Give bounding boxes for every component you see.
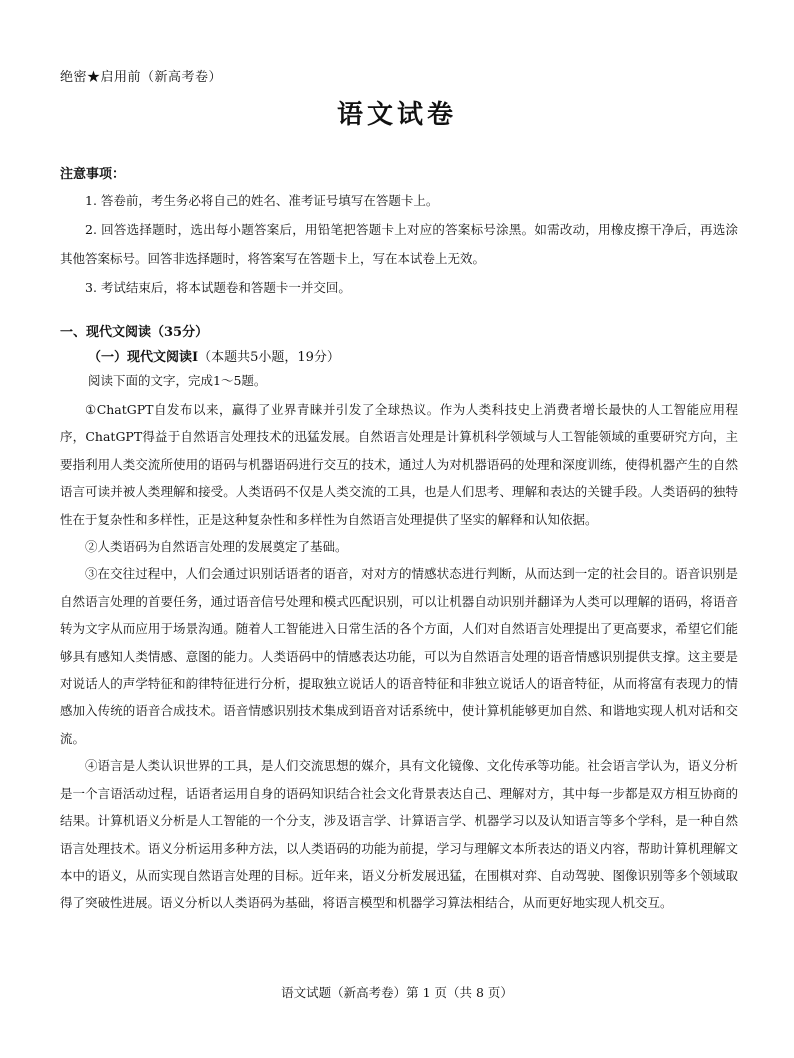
reading-instruction: 阅读下面的文字，完成1～5题。 (88, 373, 267, 388)
notice-heading: 注意事项： (60, 167, 126, 182)
notice-item: 1. 答卷前，考生务必将自己的姓名、准考证号填写在答题卡上。 (85, 193, 439, 208)
reading-passage (60, 396, 738, 917)
page-title: 语文试卷 (336, 100, 457, 130)
passage-paragraph: ④语言是人类认识世界的工具，是人们交流思想的媒介，具有文化镜像、文化传承等功能。社会语言学认为，语义分析是一个言语活动过程，话语者运用自身的语码知识结合社会文化背景表达自己、理解对方，其中每一步都是双方相互协商的结果。计算机语义分析是人工智能的一个分支，涉及语言学、计算语言学、机器学习以及认知语言等多个学科，是一种自然语言处理技术。语义分析运用多种方法，以人类语码的功能为前提，学习与理解文本所表达的语义内容，帮助计算机理解文本中的语义，从而实现自然语言处理的目标。近年来，语义分析发展迅猛，在围棋对弈、自动驾驶、图像识别等多个领域取得了突破性进展。语义分析以人类语码为基础，将语言模型和机器学习算法相结合，从而更好地实现人机交互。 (60, 758, 738, 911)
page-footer: 语文试题（新高考卷）第 1 页（共 8 页） (281, 985, 513, 1000)
section-heading: 一、现代文阅读（35分） (60, 325, 209, 340)
passage-paragraph: ②人类语码为自然语言处理的发展奠定了基础。 (85, 539, 348, 555)
passage-paragraph: ③在交往过程中，人们会通过识别话语者的语音，对对方的情感状态进行判断，从而达到一定的社会目的。语音识别是自然语言处理的首要任务，通过语音信号处理和模式匹配识别，可以让机器自动识别并翻译为人类可以理解的语码，将语音转为文字从而应用于场景沟通。随着人工智能进入日常生活的各个方面，人们对自然语言处理提出了更高要求，希望它们能够具有感知人类情感、意图的能力。人类语码中的情感表达功能，可以为自然语言处理的语音情感识别提供支撑。这主要是对说话人的声学特征和韵律特征进行分析，提取独立说话人的语音特征和非独立说话人的语音特征，从而将富有表现力的情感加入传统的语音合成技术。语音情感识别技术集成到语音对话系统中，使计算机能够更加自然、和谐地实现人机对话和交流。 (60, 566, 738, 746)
sub-section-title: （一）现代文阅读Ⅰ (88, 350, 199, 365)
secret-label: 绝密★启用前（新高考卷） (60, 70, 223, 85)
sub-section-info: （本题共5小题，19分） (198, 350, 340, 365)
notice-list (60, 186, 738, 302)
notice-item: 3. 考试结束后，将本试题卷和答题卡一并交回。 (85, 280, 351, 295)
sub-section-heading (88, 346, 340, 365)
passage-paragraph: ①ChatGPT自发布以来，赢得了业界青睐并引发了全球热议。作为人类科技史上消费者增长最快的人工智能应用程序，ChatGPT得益于自然语言处理技术的迅猛发展。自然语言处理是计算机科学领域与人工智能领域的重要研究方向，主要指利用人类交流所使用的语码与机器语码进行交互的技术，通过人为对机器语码的处理和深度训练，使得机器产生的自然语言可读并被人类理解和接受。人类语码不仅是人类交流的工具，也是人们思考、理解和表达的关键手段。人类语码的独特性在于复杂性和多样性，正是这种复杂性和多样性为自然语言处理提供了坚实的解释和认知依据。 (60, 402, 738, 527)
notice-item: 2. 回答选择题时，选出每小题答案后，用铅笔把答题卡上对应的答案标号涂黑。如需改动，用橡皮擦干净后，再选涂其他答案标号。回答非选择题时，将答案写在答题卡上，写在本试卷上无效。 (60, 222, 738, 266)
